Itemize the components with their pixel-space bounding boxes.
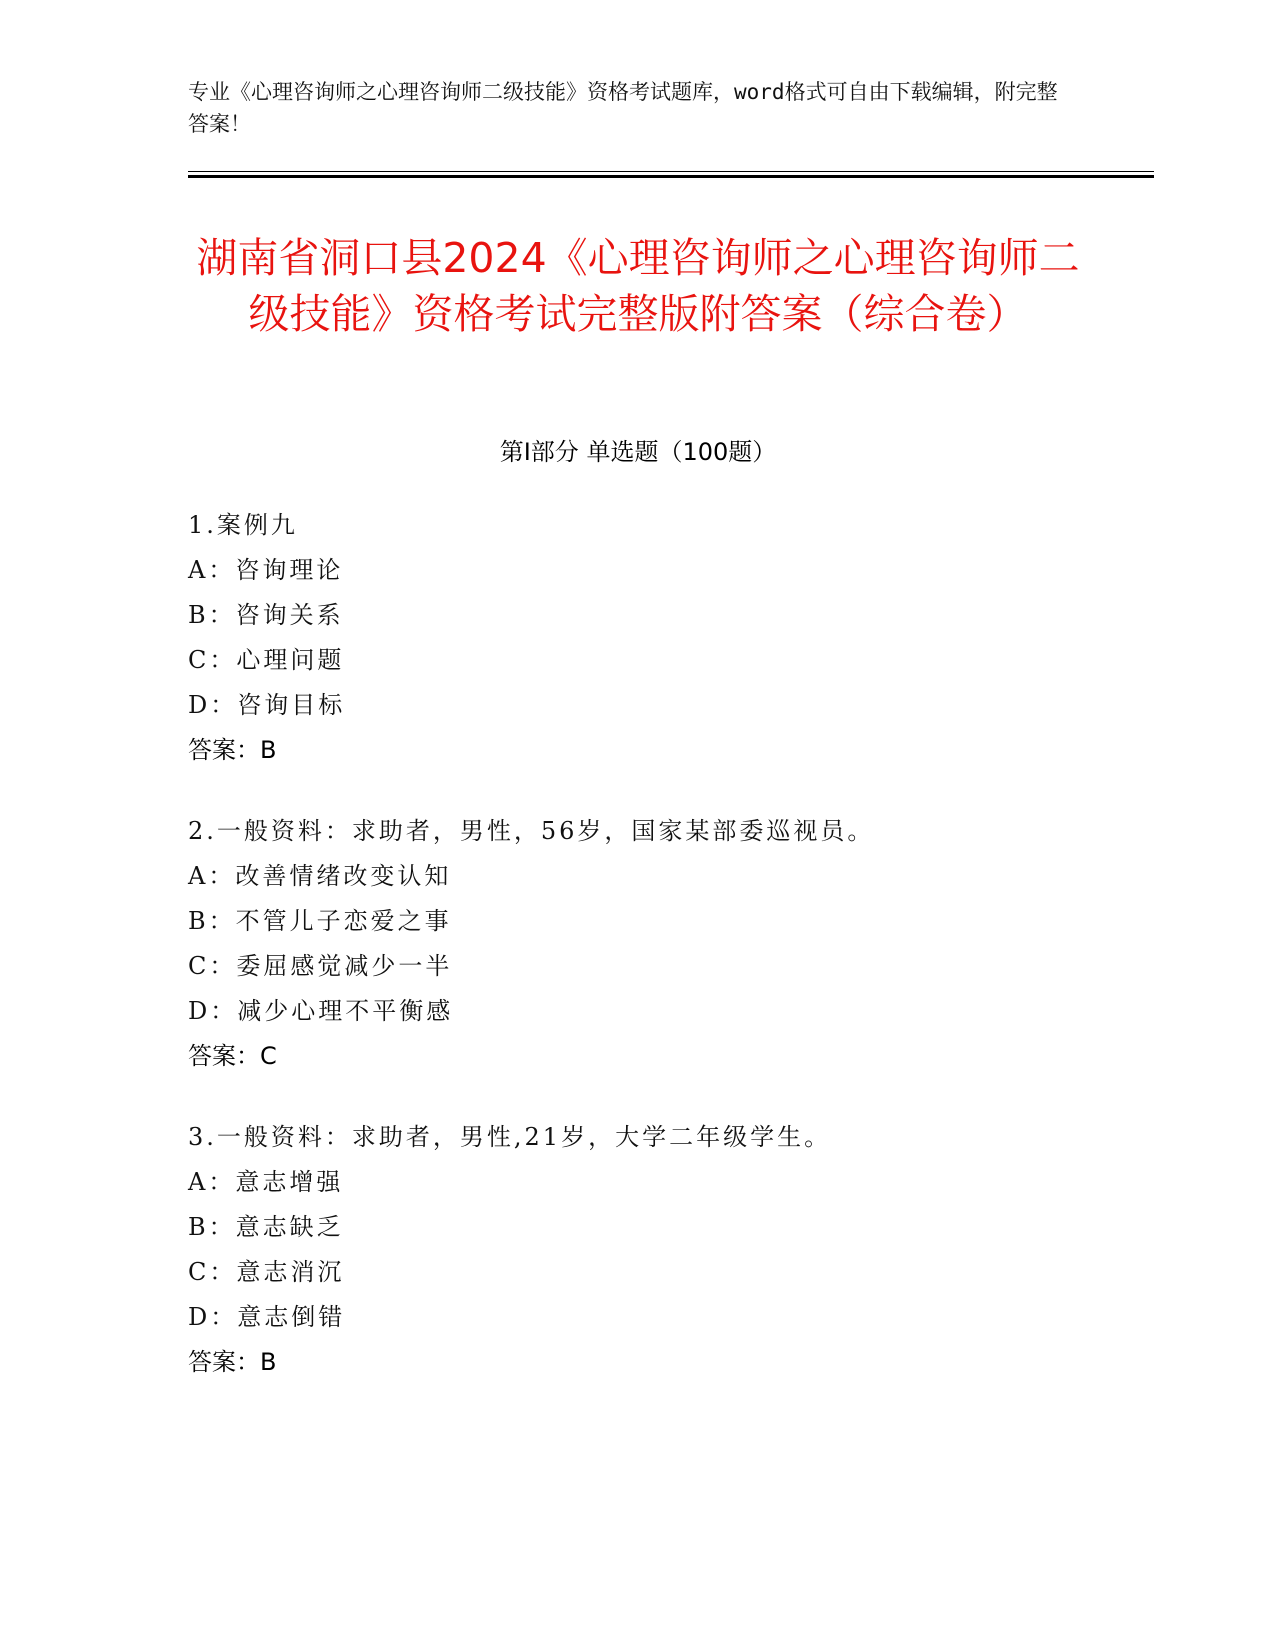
option-c: C：委屈感觉减少一半 <box>188 952 453 980</box>
option-b: B：意志缺乏 <box>188 1213 344 1241</box>
option-a: A：意志增强 <box>188 1168 344 1196</box>
option-a: A：改善情绪改变认知 <box>188 862 452 890</box>
document-title: 湖南省洞口县2024《心理咨询师之心理咨询师二级技能》资格考试完整版附答案（综合卷） <box>196 234 1080 338</box>
option-c: C：心理问题 <box>188 646 345 674</box>
header-divider-thin <box>188 171 1154 172</box>
option-c: C：意志消沉 <box>188 1258 345 1286</box>
answer-line: 答案：B <box>188 1348 277 1376</box>
section-heading: 第I部分 单选题（100题） <box>499 438 777 466</box>
question-block <box>188 809 1088 1079</box>
option-a: A：咨询理论 <box>188 556 344 584</box>
answer-line: 答案：C <box>188 1042 277 1070</box>
option-b: B：不管儿子恋爱之事 <box>188 907 452 935</box>
option-b: B：咨询关系 <box>188 601 344 629</box>
answer-line: 答案：B <box>188 736 277 764</box>
question-block <box>188 1115 1088 1385</box>
question-stem: 3.一般资料：求助者，男性,21岁，大学二年级学生。 <box>188 1123 832 1151</box>
question-stem: 2.一般资料：求助者，男性，56岁，国家某部委巡视员。 <box>188 817 875 845</box>
question-stem: 1.案例九 <box>188 511 298 539</box>
option-d: D：意志倒错 <box>188 1303 346 1331</box>
question-block <box>188 503 1088 773</box>
option-d: D：咨询目标 <box>188 691 346 719</box>
option-d: D：减少心理不平衡感 <box>188 997 454 1025</box>
header-divider-thick <box>188 175 1154 178</box>
header-note: 专业《心理咨询师之心理咨询师二级技能》资格考试题库，word格式可自由下载编辑，附完整答案！ <box>188 80 1058 136</box>
